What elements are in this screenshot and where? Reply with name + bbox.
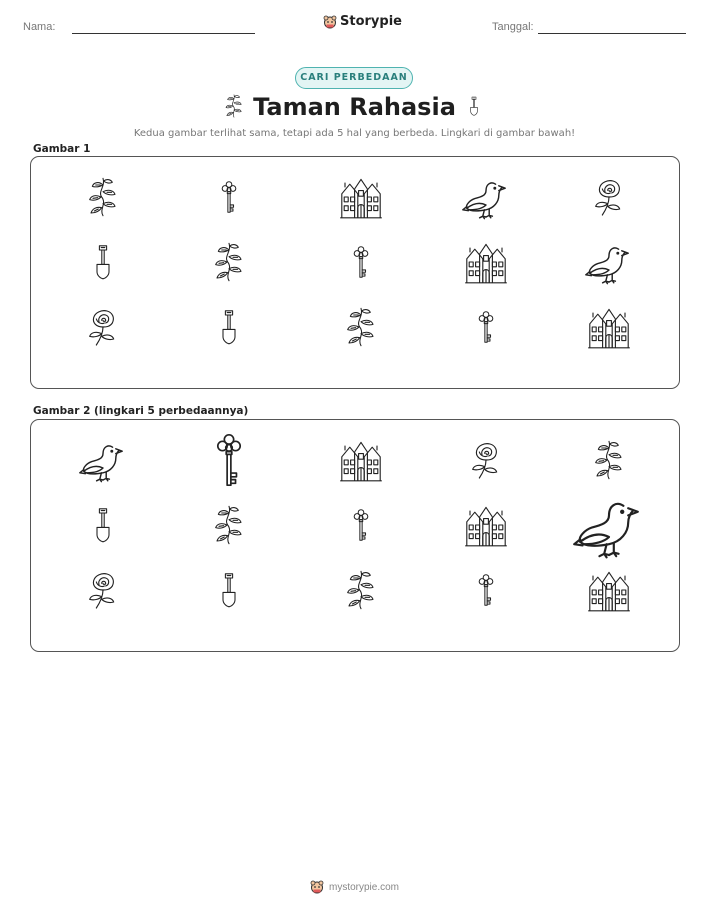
house-icon (585, 566, 633, 614)
shovel-icon (85, 507, 121, 543)
grid-cell[interactable] (344, 245, 378, 279)
grid-cell[interactable] (589, 440, 629, 480)
grid-cell[interactable] (212, 180, 246, 214)
key-icon (469, 573, 503, 607)
grid-cell[interactable] (209, 242, 249, 282)
house-icon (462, 238, 510, 286)
name-label: Nama: (23, 21, 56, 33)
header-row (0, 14, 709, 44)
grid-cell[interactable] (344, 508, 378, 542)
grid-cell[interactable] (585, 303, 633, 351)
footer (0, 880, 709, 894)
date-label: Tanggal: (492, 21, 534, 33)
vine-icon (209, 242, 249, 282)
storypie-mascot-icon (310, 880, 324, 894)
key-icon (344, 245, 378, 279)
grid-cell[interactable] (83, 307, 123, 347)
grid-cell[interactable] (209, 505, 249, 545)
grid-cell[interactable] (341, 570, 381, 610)
grid-cell[interactable] (585, 238, 633, 286)
shovel-icon (464, 91, 484, 121)
grid-cell[interactable] (85, 507, 121, 543)
rose-icon (83, 307, 123, 347)
grid-cell[interactable] (201, 432, 257, 488)
bird-icon (462, 173, 510, 221)
rose-icon (83, 570, 123, 610)
grid-cell[interactable] (211, 309, 247, 345)
rose-icon (589, 177, 629, 217)
house-icon (337, 436, 385, 484)
activity-badge: CARI PERBEDAAN (295, 67, 413, 89)
bird-icon (585, 238, 633, 286)
picture2-panel[interactable] (30, 419, 680, 652)
storypie-mascot-icon (323, 15, 337, 29)
shovel-icon (211, 572, 247, 608)
grid-cell[interactable] (337, 173, 385, 221)
grid-cell[interactable] (462, 238, 510, 286)
house-icon (585, 303, 633, 351)
key-icon (469, 310, 503, 344)
name-field[interactable] (72, 33, 255, 34)
grid-cell[interactable] (211, 572, 247, 608)
shovel-icon (211, 309, 247, 345)
picture2-label: Gambar 2 (lingkari 5 perbedaannya) (33, 405, 249, 417)
grid-cell[interactable] (466, 440, 506, 480)
grid-cell[interactable] (573, 489, 645, 561)
vine-icon (83, 177, 123, 217)
grid-cell[interactable] (85, 244, 121, 280)
title-row (0, 90, 709, 124)
house-icon (337, 173, 385, 221)
key-icon (344, 508, 378, 542)
picture1-label: Gambar 1 (33, 143, 91, 155)
grid-cell[interactable] (469, 310, 503, 344)
grid-cell[interactable] (462, 173, 510, 221)
vine-icon (341, 307, 381, 347)
grid-cell[interactable] (337, 436, 385, 484)
key-icon (201, 432, 257, 488)
shovel-icon (85, 244, 121, 280)
vine-icon (209, 505, 249, 545)
bird-icon (573, 489, 645, 561)
vine-icon (589, 440, 629, 480)
grid-cell[interactable] (79, 436, 127, 484)
bird-icon (79, 436, 127, 484)
vine-icon (341, 570, 381, 610)
grid-cell[interactable] (83, 177, 123, 217)
grid-cell[interactable] (462, 501, 510, 549)
date-field[interactable] (538, 33, 686, 34)
house-icon (462, 501, 510, 549)
rose-icon (466, 440, 506, 480)
picture1-panel[interactable] (30, 156, 680, 389)
grid-cell[interactable] (341, 307, 381, 347)
grid-cell[interactable] (585, 566, 633, 614)
instruction-text: Kedua gambar terlihat sama, tetapi ada 5 hal yang berbeda. Lingkari di gambar bawah! (133, 128, 576, 139)
grid-cell[interactable] (589, 177, 629, 217)
footer-url[interactable]: mystorypie.com (328, 881, 399, 893)
grid-cell[interactable] (469, 573, 503, 607)
grid-cell[interactable] (83, 570, 123, 610)
page-title: Taman Rahasia (253, 93, 456, 121)
brand-name: Storypie (340, 14, 402, 29)
brand-logo (323, 14, 402, 29)
key-icon (212, 180, 246, 214)
